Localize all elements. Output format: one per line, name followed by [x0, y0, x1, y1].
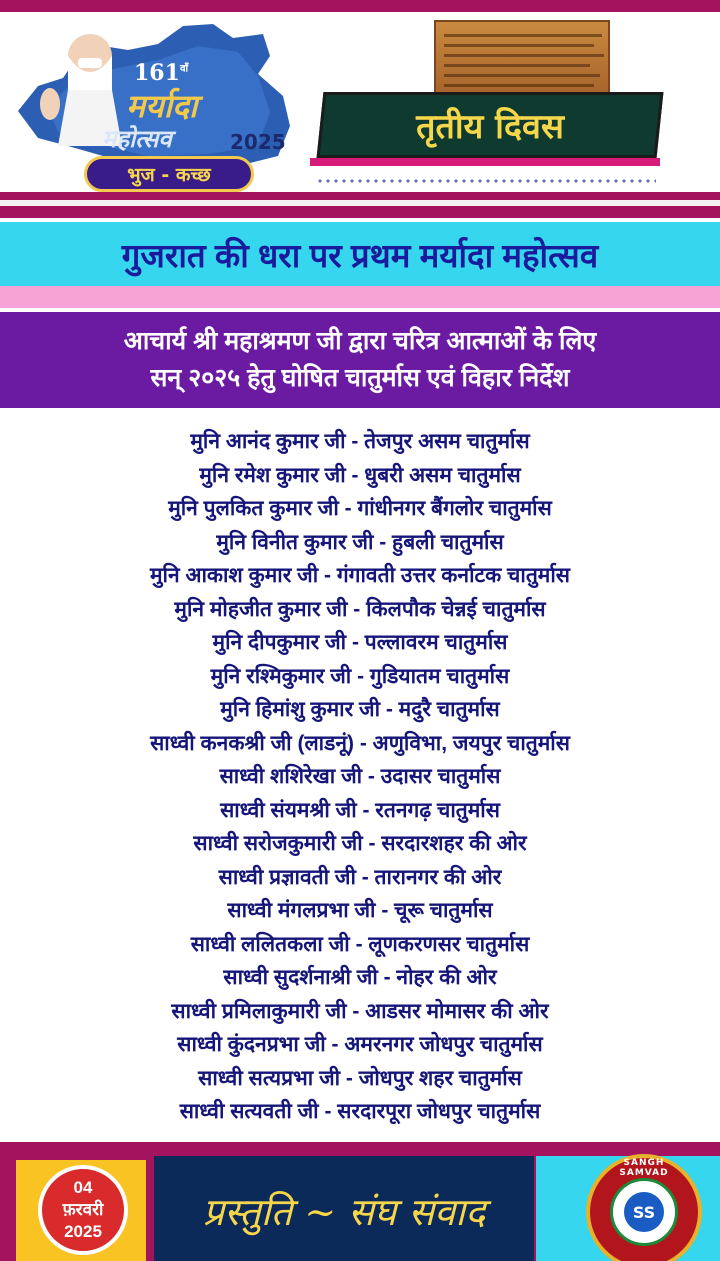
presented-by: प्रस्तुति ~ संघ संवाद: [154, 1156, 534, 1261]
list-item: मुनि मोहजीत कुमार जी - किलपौक चेन्नई चातुर्मास: [174, 597, 546, 621]
list-item: मुनि विनीत कुमार जी - हुबली चातुर्मास: [216, 530, 504, 554]
place-badge: भुज - कच्छ: [84, 156, 254, 192]
announcement-line1: आचार्य श्री महाश्रमण जी द्वारा चरित्र आत्माओं के लिए: [123, 327, 597, 355]
list-item: साध्वी मंगलप्रभा जी - चूरू चातुर्मास: [227, 899, 493, 922]
list-item: साध्वी कुंदनप्रभा जी - अमरनगर जोधपुर चातुर्मास: [177, 1033, 543, 1056]
main-banner-title: गुजरात की धरा पर प्रथम मर्यादा महोत्सव: [0, 222, 720, 286]
list-item: मुनि आकाश कुमार जी - गंगावती उत्तर कर्नाटक चातुर्मास: [149, 564, 570, 587]
header: [0, 12, 720, 192]
decorative-dots: [316, 177, 656, 185]
logo-title-line1: मर्यादा: [126, 87, 198, 125]
list-item: साध्वी कनकश्री जी (लाडनूं) - अणुविभा, जयपुर चातुर्मास: [150, 731, 570, 755]
list-item: मुनि हिमांशु कुमार जी - मदुरै चातुर्मास: [220, 698, 500, 721]
logo-title: SANGH SAMVAD: [619, 1158, 669, 1178]
list-item: मुनि दीपकुमार जी - पल्लावरम चातुर्मास: [212, 631, 508, 654]
divider: [0, 192, 720, 200]
list-item: साध्वी सुदर्शनाश्री जी - नोहर की ओर: [223, 966, 497, 989]
pink-band: [0, 286, 720, 308]
divider: [0, 206, 720, 218]
anniversary-number: $161^{वाँ}$: [134, 60, 189, 86]
list-item: साध्वी ललितकला जी - लूणकरणसर चातुर्मास: [190, 932, 530, 956]
day-label-panel: [310, 88, 682, 168]
chaturmas-list: [0, 425, 720, 1129]
list-item: मुनि आनंद कुमार जी - तेजपुर असम चातुर्मास: [190, 430, 530, 453]
list-item: मुनि रमेश कुमार जी - धुबरी असम चातुर्मास: [199, 463, 521, 487]
list-item: साध्वी प्रज्ञावती जी - तारानगर की ओर: [218, 865, 502, 889]
list-item: साध्वी सत्यप्रभा जी - जोधपुर शहर चातुर्मास: [198, 1066, 522, 1090]
list-item: साध्वी शशिरेखा जी - उदासर चातुर्मास: [219, 765, 501, 788]
list-item: साध्वी संयमश्री जी - रतनगढ़ चातुर्मास: [220, 798, 500, 822]
day-label: तृतीय दिवस: [416, 107, 564, 147]
date-year: 2025: [64, 1222, 102, 1241]
announcement-line2: सन् २०२५ हेतु घोषित चातुर्मास एवं विहार निर्देश: [150, 364, 570, 392]
date-day: 04: [73, 1178, 93, 1197]
list-item: साध्वी सरोजकुमारी जी - सरदारशहर की ओर: [193, 832, 527, 855]
list-item: मुनि पुलकित कुमार जी - गांधीनगर बैंगलोर चातुर्मास: [168, 497, 552, 520]
footer: [0, 1142, 720, 1261]
announcement-banner: [0, 312, 720, 408]
logo-initials: SS: [624, 1192, 664, 1232]
top-border: [0, 0, 720, 12]
date-badge: [38, 1165, 128, 1255]
list-item: साध्वी प्रमिलाकुमारी जी - आडसर मोमासर की ओर: [171, 999, 549, 1023]
event-logo: [8, 16, 298, 196]
list-item: साध्वी सत्यवती जी - सरदारपूरा जोधपुर चातुर्मास: [179, 1100, 541, 1123]
date-month: फ़रवरी: [62, 1200, 104, 1219]
logo-year: 2025: [230, 130, 286, 154]
logo-title-line2: महोत्सव: [102, 124, 172, 153]
list-item: मुनि रश्मिकुमार जी - गुडियातम चातुर्मास: [210, 664, 510, 688]
